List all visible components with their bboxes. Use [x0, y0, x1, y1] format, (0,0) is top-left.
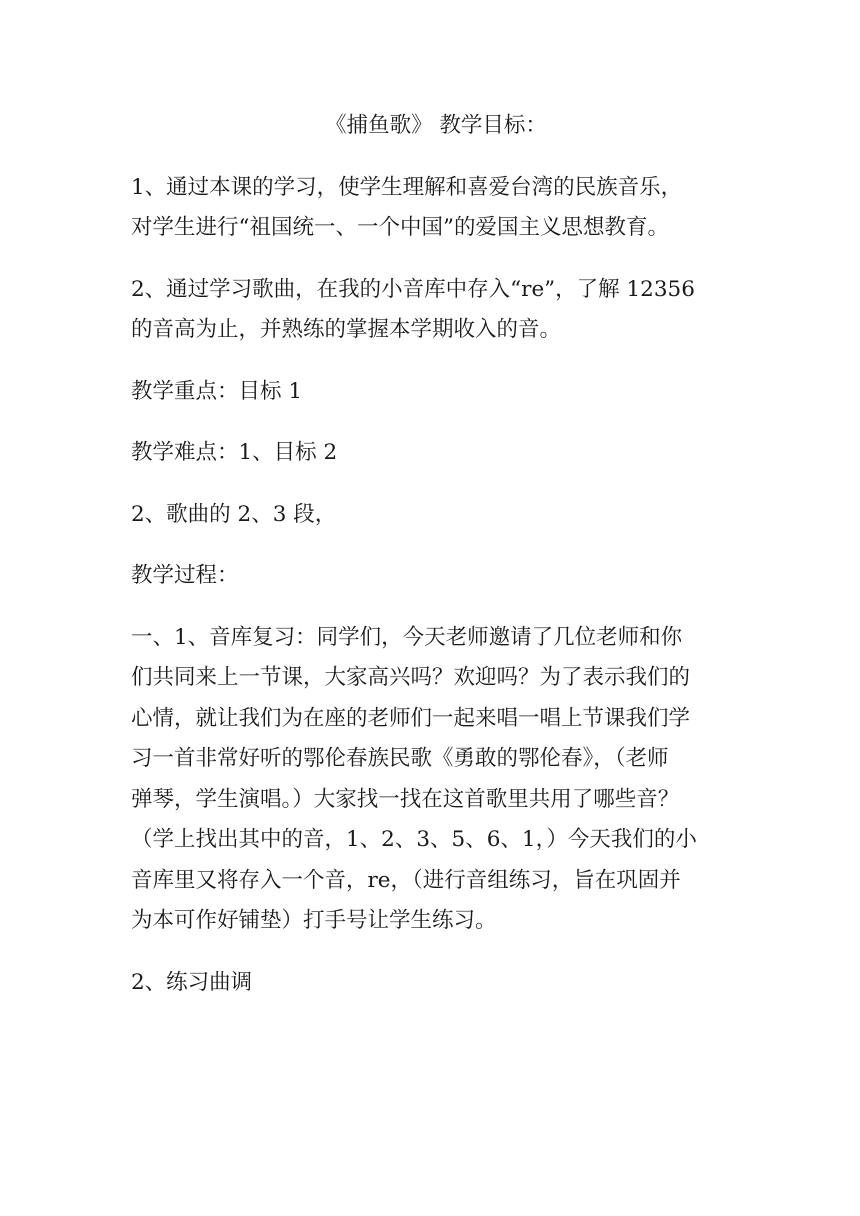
text-line: 2、练习曲调	[131, 969, 253, 995]
text-line: 1、通过本课的学习，使学生理解和喜爱台湾的民族音乐，	[131, 174, 683, 200]
text-line: 对学生进行“祖国统一、一个中国”的爱国主义思想教育。	[131, 215, 669, 240]
text-line: 教学难点：1、目标 2	[131, 440, 338, 465]
paragraph-review	[131, 618, 731, 942]
paragraph-goal-1	[131, 168, 731, 249]
paragraph-practice	[131, 963, 731, 1004]
text-line: 2、通过学习歌曲，在我的小音库中存入“re”，了解 12356	[131, 276, 695, 302]
text-line: 一、1、音库复习：同学们，今天老师邀请了几位老师和你	[131, 624, 683, 650]
paragraph-difficulty-2	[131, 495, 731, 536]
text-line: 弹琴，学生演唱。）大家找一找在这首歌里共用了哪些音？	[131, 786, 680, 812]
paragraph-key-point	[131, 372, 731, 413]
text-line: 2、歌曲的 2、3 段，	[131, 501, 337, 527]
text-line: 教学过程：	[131, 563, 239, 588]
paragraph-difficulty	[131, 433, 731, 474]
text-line: 的音高为止，并熟练的掌握本学期收入的音。	[131, 317, 562, 342]
paragraph-goal-2	[131, 270, 731, 351]
text-line: 心情，就让我们为在座的老师们一起来唱一唱上节课我们学	[131, 705, 691, 731]
text-line: 习一首非常好听的鄂伦春族民歌《勇敢的鄂伦春》，（老师	[131, 746, 669, 771]
document-body	[131, 106, 731, 1024]
paragraph-process-heading	[131, 556, 731, 597]
text-line: 为本可作好铺垫）打手号让学生练习。	[131, 908, 497, 933]
document-title: 《捕鱼歌》 教学目标：	[325, 113, 547, 138]
text-line: 音库里又将存入一个音，re，（进行音组练习，旨在巩固并	[131, 867, 681, 893]
text-line: 教学重点：目标 1	[131, 378, 303, 404]
text-line: （学上找出其中的音，1、2、3、5、6、1，）今天我们的小	[131, 827, 697, 852]
text-line: 们共同来上一节课，大家高兴吗？欢迎吗？为了表示我们的	[131, 665, 691, 690]
